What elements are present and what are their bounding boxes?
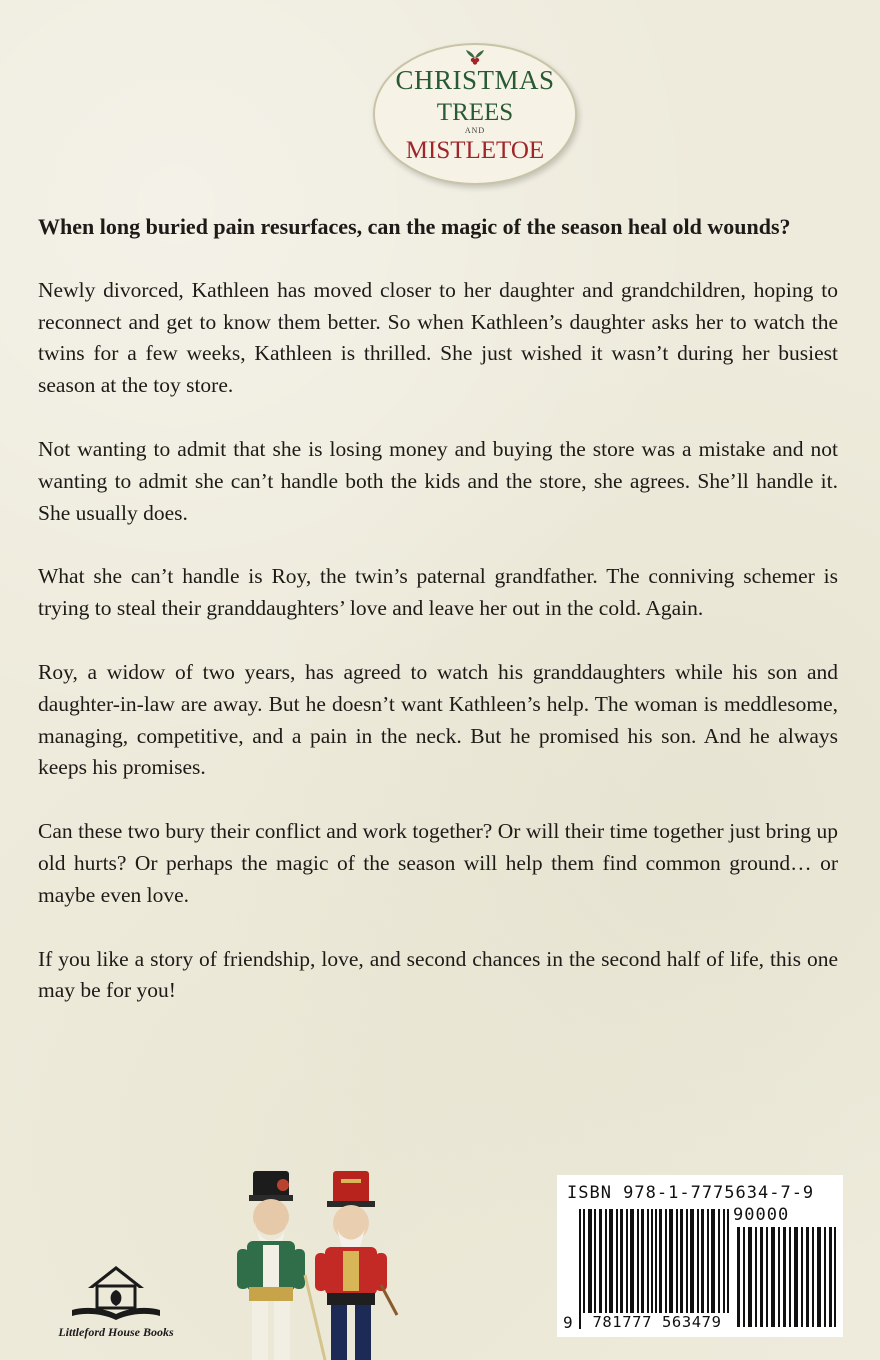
- barcode-bars: [579, 1209, 729, 1329]
- ean-first-digit: 9: [563, 1313, 573, 1332]
- blurb-paragraph-4: Roy, a widow of two years, has agreed to watch his granddaughters while his son and daughter-in-law are away. But he doesn’t want Kathleen’s help. The woman is meddlesome, managing, competitive, and a pain in the neck. But he promised his son. And he always keeps his promises.: [38, 659, 838, 780]
- publisher-name: Littleford House Books: [58, 1325, 174, 1339]
- isbn-label: ISBN 978-1-7775634-7-9: [567, 1183, 815, 1203]
- nutcracker-pair-icon: [225, 1165, 405, 1360]
- barcode-addon-bars: [737, 1227, 837, 1327]
- publisher-logo: [56, 1262, 176, 1342]
- blurb-paragraph-1: Newly divorced, Kathleen has moved closer to her daughter and grandchildren, hoping to reconnect and get to know them better. So when Kathleen’s daughter asks her to watch the twins for a few weeks, Kathleen is thrilled. She just wished it wasn’t during her busiest season at the toy store.: [38, 277, 838, 398]
- logo-line-trees: TREES: [436, 99, 514, 126]
- blurb-paragraph-2: Not wanting to admit that she is losing money and buying the store was a mistake and not wanting to admit she can’t handle both the kids and the store, she agrees. She’ll handle it. She usually does.: [38, 436, 838, 525]
- blurb-paragraph-3: What she can’t handle is Roy, the twin’s paternal grandfather. The conniving schemer is trying to steal their granddaughters’ love and leave her out in the cold. Again.: [38, 564, 838, 621]
- blurb-headline: When long buried pain resurfaces, can the magic of the season heal old wounds?: [38, 214, 791, 239]
- logo-line-christmas: CHRISTMAS: [395, 65, 555, 95]
- barcode-addon-number: 90000: [733, 1205, 790, 1225]
- logo-line-mistletoe: MISTLETOE: [405, 137, 545, 164]
- back-cover-blurb: [38, 211, 838, 1039]
- holly-sprig-icon: [465, 49, 485, 65]
- logo-connector: AND: [464, 126, 486, 135]
- series-logo: [373, 43, 577, 185]
- ean-digits: 781777 563479: [581, 1313, 733, 1331]
- house-book-icon: [66, 1262, 166, 1324]
- blurb-paragraph-5: Can these two bury their conflict and work together? Or will their time together just bring up old hurts? Or perhaps the magic of the season will help them find common ground… or maybe even love.: [38, 819, 838, 907]
- isbn-barcode: [557, 1175, 843, 1337]
- blurb-paragraph-6: If you like a story of friendship, love, and second chances in the second half of life, this one may be for you!: [38, 946, 838, 1003]
